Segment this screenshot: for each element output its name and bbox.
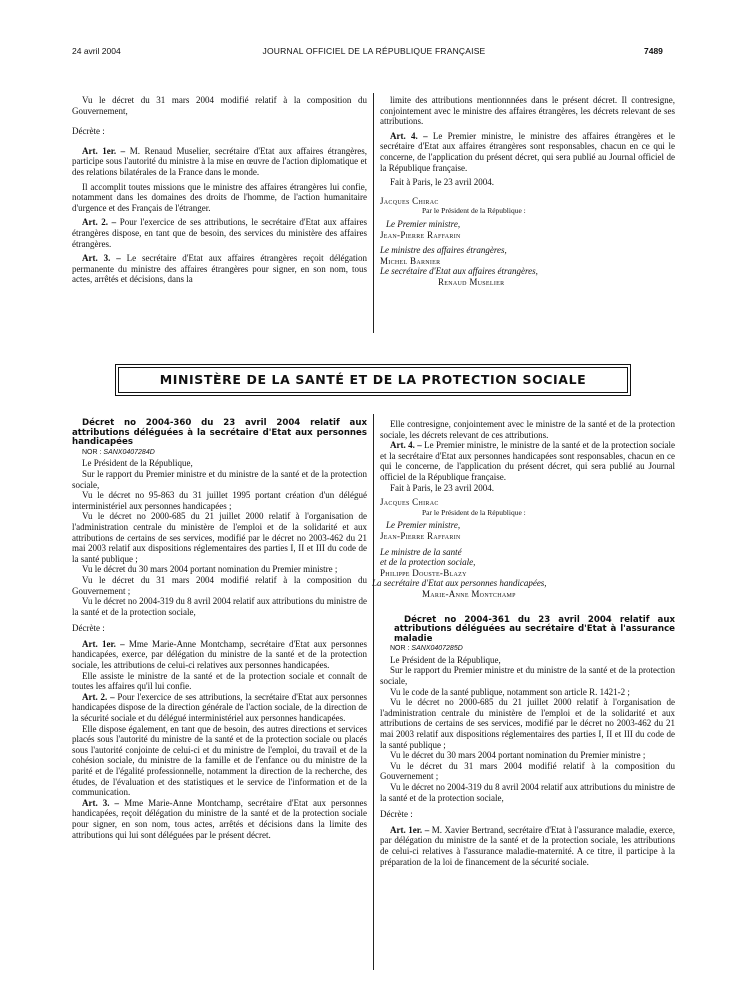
paragraph bbox=[72, 95, 367, 116]
paragraph-text: Vu le décret du 31 mars 2004 modifié relatif à la composition du Gouvernement ; bbox=[72, 574, 367, 596]
article-label: Art. 2. – bbox=[82, 217, 117, 228]
paragraph bbox=[380, 177, 675, 188]
paragraph-text: Vu le décret du 31 mars 2004 modifié relatif à la composition du Gouvernement, bbox=[72, 95, 367, 116]
signature-president: Jacques Chirac bbox=[380, 195, 439, 206]
article-paragraph bbox=[72, 253, 367, 285]
paragraph-text: Fait à Paris, le 23 avril 2004. bbox=[390, 177, 494, 188]
paragraph-text: Vu le décret no 2004-319 du 8 avril 2004 relatif aux attributions du ministre de la santé et de la protection sociale, bbox=[380, 782, 675, 803]
paragraph-text: Mme Marie-Anne Montchamp, secrétaire d'Etat aux personnes handicapées, exerce, par délégation du ministre de la santé et de la protection sociale, les attributions de celui-ci relatives aux personnes handicapées. bbox=[72, 638, 367, 671]
article-paragraph bbox=[380, 131, 675, 173]
paragraph-text: Le Président de la République, bbox=[390, 654, 501, 665]
d1-minister-title-2: et de la protection sociale, bbox=[380, 557, 476, 568]
top-right-column bbox=[380, 95, 675, 288]
paragraph bbox=[380, 687, 675, 698]
paragraph bbox=[380, 419, 675, 440]
d1-pm-name: Jean-Pierre Raffarin bbox=[380, 530, 461, 541]
article-paragraph bbox=[72, 146, 367, 178]
paragraph bbox=[380, 655, 675, 666]
pm-title: Le Premier ministre, bbox=[386, 218, 461, 229]
paragraph bbox=[380, 95, 675, 127]
decree-2-nor bbox=[380, 644, 675, 655]
column-rule-top bbox=[373, 93, 374, 333]
paragraph bbox=[380, 665, 675, 686]
paragraph-text: Décrète : bbox=[72, 126, 105, 137]
paragraph bbox=[72, 724, 367, 798]
paragraph-text: M. Renaud Muselier, secrétaire d'Etat aux affaires étrangères, participe sous l'autorité du ministre à la mise en œuvre de l'action diplomatique et des relations bilatérales de la France dans le monde. bbox=[72, 145, 368, 177]
paragraph-text: Le Premier ministre, le ministre de la santé et de la protection sociale et la secrétaire d'Etat aux personnes handicapées sont responsables, chacun en ce qui le concerne, de l'application du présent décret, qui sera publié au Journal officiel de la République française. bbox=[380, 440, 675, 482]
paragraph-text: Décrète : bbox=[380, 809, 413, 820]
paragraph-text: Sur le rapport du Premier ministre et du ministre de la santé et de la protection sociale, bbox=[380, 665, 675, 687]
paragraph bbox=[380, 697, 675, 750]
decree-1-title: Décret no 2004-360 du 23 avril 2004 relatif aux attributions déléguées à la secrétaire d'Etat aux personnes handicapées bbox=[72, 418, 367, 448]
paragraph-text: Vu le décret du 30 mars 2004 portant nomination du Premier ministre ; bbox=[390, 750, 646, 761]
d1-secretary-name: Marie-Anne Montchamp bbox=[422, 588, 516, 599]
article-paragraph bbox=[72, 217, 367, 249]
pm-name: Jean-Pierre Raffarin bbox=[380, 229, 461, 240]
paragraph-text: Vu le décret du 31 mars 2004 modifié relatif à la composition du Gouvernement ; bbox=[380, 760, 675, 782]
paragraph bbox=[72, 596, 367, 617]
secretary-name: Renaud Muselier bbox=[438, 276, 505, 287]
paragraph bbox=[72, 575, 367, 596]
d1-signature-president: Jacques Chirac bbox=[380, 497, 439, 508]
article-label: Art. 1er. – bbox=[82, 145, 126, 156]
paragraph-text: limite des attributions mentionnnées dans le présent décret. Il contresigne, conjointement avec le ministre des affaires étrangères, les décrets relevant de ses attributions. bbox=[380, 95, 675, 127]
article-label: Art. 3. – bbox=[82, 797, 120, 808]
paragraph bbox=[72, 469, 367, 490]
paragraph-text: Elle contresigne, conjointement avec le ministre de la santé et de la protection sociale, les décrets relevant de ces attributions. bbox=[380, 419, 675, 440]
paragraph-text: Pour l'exercice de ses attributions, le secrétaire d'Etat aux affaires étrangères dispose, en tant que de besoin, des services du ministère des affaires étrangères. bbox=[72, 217, 367, 249]
paragraph-text: Le Président de la République, bbox=[82, 458, 193, 469]
article-paragraph bbox=[380, 440, 675, 482]
decree-1-nor bbox=[72, 448, 367, 459]
par-le-president: Par le Président de la République : bbox=[422, 206, 526, 216]
paragraph bbox=[380, 483, 675, 494]
paragraph-text: M. Xavier Bertrand, secrétaire d'Etat à l'assurance maladie, exerce, par délégation du ministre de la santé et de la protection sociale, les attributions de celui-ci relatives à l'assurance maladie-maternité. A ce titre, il participe à la préparation de la loi de financement de la sécurité sociale. bbox=[380, 824, 676, 867]
d1-secretary-title: La secrétaire d'Etat aux personnes handicapées, bbox=[372, 578, 547, 589]
paragraph-text: Fait à Paris, le 23 avril 2004. bbox=[390, 482, 494, 493]
d1-minister-name: Philippe Douste-Blazy bbox=[380, 567, 467, 578]
paragraph-text: Elle dispose également, en tant que de besoin, des autres directions et services placés sous l'autorité du ministre de la santé et de la protection sociale ou placés sous l'autorité conjointe de celui-ci et du ministre de l'emploi, du travail et de la cohésion sociale, du ministre de la famille et de l'enfance ou du ministre de la parité et de l'égalité professionnelle, notamment la direction de la recherche, des études, de l'évaluation et des statistiques et le service de l'information et de la communication. bbox=[72, 723, 367, 798]
paragraph-text: Vu le décret no 2000-685 du 21 juillet 2000 relatif à l'organisation de l'administration centrale du ministère de l'emploi et de la solidarité et aux attributions de certains de ses services, modifié par le décret no 2003-462 du 21 mai 2003 relatif aux dispositions réglementaires des parties I, II et III du code de la santé publique ; bbox=[72, 511, 367, 564]
article-label: Art. 1er. – bbox=[82, 638, 125, 649]
paragraph bbox=[72, 671, 367, 692]
nor-label: NOR : bbox=[82, 448, 102, 456]
decree-heading bbox=[380, 809, 675, 820]
decree-2-title: Décret no 2004-361 du 23 avril 2004 relatif aux attributions déléguées au secrétaire d'Etat à l'assurance maladie bbox=[394, 614, 675, 644]
article-label: Art. 4. – bbox=[390, 130, 428, 141]
article-paragraph bbox=[72, 639, 367, 671]
article-paragraph bbox=[380, 825, 675, 867]
paragraph-text: Sur le rapport du Premier ministre et du ministre de la santé et de la protection sociale, bbox=[72, 468, 367, 490]
nor-code: SANX0407284D bbox=[103, 448, 155, 456]
d1-pm-title: Le Premier ministre, bbox=[386, 520, 461, 531]
article-paragraph bbox=[72, 798, 367, 840]
paragraph-text: Vu le décret no 95-863 du 31 juillet 1995 portant création d'un délégué interministériel aux personnes handicapées ; bbox=[72, 490, 367, 511]
paragraph bbox=[72, 511, 367, 564]
article-label: Art. 2. – bbox=[82, 691, 115, 702]
ministry-heading: MINISTÈRE DE LA SANTÉ ET DE LA PROTECTION SOCIALE bbox=[118, 367, 628, 393]
nor-code: SANX0407285D bbox=[411, 645, 463, 653]
paragraph-text: Vu le code de la santé publique, notamment son article R. 1421-2 ; bbox=[390, 686, 630, 697]
header-date: 24 avril 2004 bbox=[72, 46, 121, 56]
article-label: Art. 3. – bbox=[82, 253, 121, 264]
article-paragraph bbox=[72, 692, 367, 724]
paragraph bbox=[72, 182, 367, 214]
decree-heading bbox=[72, 623, 367, 634]
paragraph-text: Le Premier ministre, le ministre des affaires étrangères et le secrétaire d'Etat aux affaires étrangères sont responsables, chacun en ce qui le concerne, de l'application du présent décret, qui sera publié au Journal officiel de la République française. bbox=[380, 130, 675, 173]
minister-name: Michel Barnier bbox=[380, 255, 441, 266]
paragraph-text: Vu le décret no 2004-319 du 8 avril 2004 relatif aux attributions du ministre de la santé et de la protection sociale, bbox=[72, 596, 367, 617]
paragraph-text: Décrète : bbox=[72, 623, 105, 634]
paragraph bbox=[72, 458, 367, 469]
paragraph bbox=[380, 761, 675, 782]
paragraph-text: Il accomplit toutes missions que le ministre des affaires étrangères lui confie, notamment dans les domaines des droits de l'homme, de l'action humanitaire d'urgence et des Français de l'étranger. bbox=[72, 181, 367, 213]
paragraph-text: Mme Marie-Anne Montchamp, secrétaire d'Etat aux personnes handicapées, reçoit délégation du ministre de la santé et de la protection sociale pour signer, en son nom, tous actes, arrêtés et décisions dans la limite des attributions qui lui sont déléguées par le présent décret. bbox=[72, 797, 367, 840]
paragraph-text: Pour l'exercice de ses attributions, la secrétaire d'Etat aux personnes handicapées dispose de la direction générale de l'action sociale, de la direction de la sécurité sociale et du délégué interministériel aux personnes handicapées. bbox=[72, 691, 367, 724]
decree-1-left-column bbox=[72, 419, 367, 840]
page-number: 7489 bbox=[644, 46, 663, 56]
paragraph-text: Vu le décret no 2000-685 du 21 juillet 2000 relatif à l'organisation de l'administration centrale du ministère de l'emploi et de la solidarité et aux attributions de certains de ses services, modifié par le décret no 2003-462 du 21 mai 2003 relatif aux dispositions réglementaires des parties I, II et III du code de la santé publique ; bbox=[380, 697, 675, 750]
column-rule-bottom bbox=[373, 414, 374, 970]
article-label: Art. 4. – bbox=[390, 440, 422, 451]
paragraph-text: Elle assiste le ministre de la santé et de la protection sociale et connaît de toutes les affaires qu'il lui confie. bbox=[72, 670, 367, 692]
nor-label: NOR : bbox=[390, 645, 410, 653]
paragraph bbox=[72, 564, 367, 575]
article-label: Art. 1er. – bbox=[390, 824, 430, 835]
paragraph-text: Vu le décret du 30 mars 2004 portant nomination du Premier ministre ; bbox=[82, 564, 338, 575]
d1-par-le-president: Par le Président de la République : bbox=[422, 507, 526, 517]
paragraph bbox=[380, 782, 675, 803]
decree-1-right-column bbox=[372, 419, 676, 867]
journal-title: JOURNAL OFFICIEL DE LA RÉPUBLIQUE FRANÇAISE bbox=[262, 46, 486, 56]
minister-title: Le ministre des affaires étrangères, bbox=[380, 245, 507, 256]
paragraph bbox=[72, 490, 367, 511]
secretary-title: Le secrétaire d'Etat aux affaires étrangères, bbox=[380, 266, 538, 277]
paragraph bbox=[380, 750, 675, 761]
top-left-column bbox=[72, 95, 367, 289]
d1-minister-title-1: Le ministre de la santé bbox=[380, 546, 462, 557]
paragraph-text: Le secrétaire d'Etat aux affaires étrangères reçoit délégation permanente du ministre des affaires étrangères pour signer, en son nom, tous actes, arrêtés et décisions, dans la bbox=[72, 253, 367, 285]
decree-heading bbox=[72, 126, 367, 137]
